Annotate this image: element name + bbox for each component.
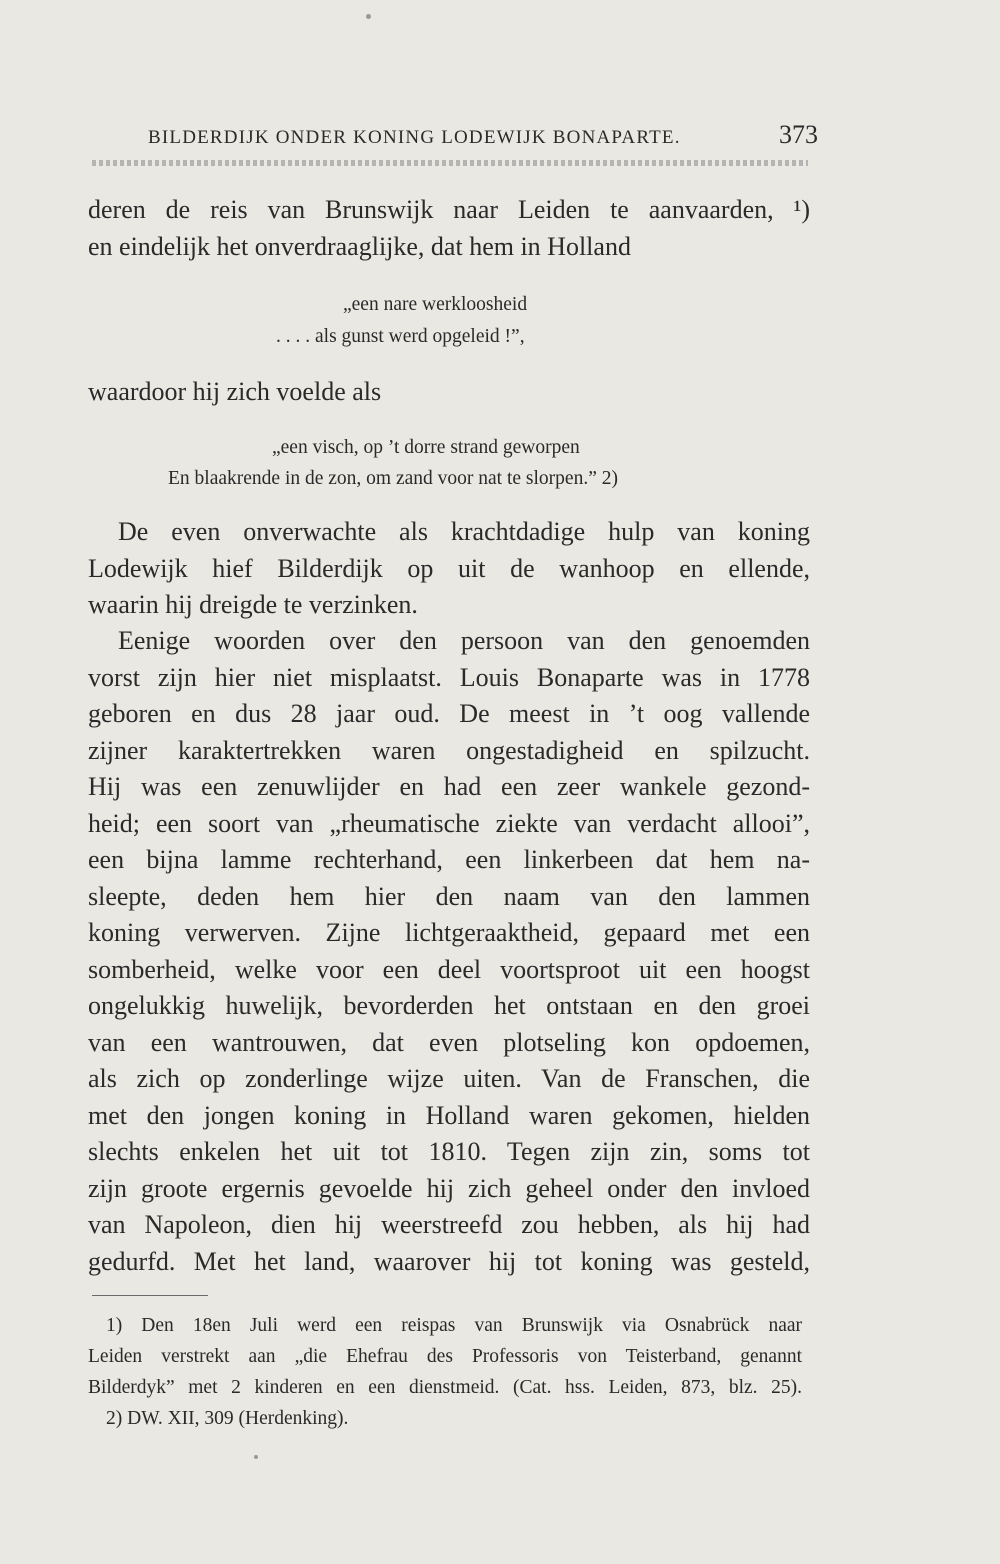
- text-line: gedurfd. Met het land, waarover hij tot koning was gesteld,: [88, 1246, 810, 1276]
- footnote-line: Leiden verstrekt aan „die Ehefrau des Professoris von Teisterband, genannt: [88, 1346, 802, 1367]
- text-line: waarin hij dreigde te verzinken.: [88, 590, 418, 619]
- verse-line: En blaakrende in de zon, om zand voor nat te slorpen.” 2): [168, 468, 618, 489]
- text-line: als zich op zonderlinge wijze uiten. Van de Franschen, die: [88, 1064, 810, 1093]
- text-line: slechts enkelen het uit tot 1810. Tegen zijn zin, soms tot: [88, 1137, 810, 1166]
- page-number: 373: [779, 120, 818, 149]
- text-line: sleepte, deden hem hier den naam van den lammen: [88, 881, 810, 911]
- text-line: met den jongen koning in Holland waren gekomen, hielden: [88, 1100, 810, 1130]
- paper-speck: [366, 14, 371, 19]
- running-header: [148, 120, 818, 150]
- text-line: zijn groote ergernis gevoelde hij zich geheel onder den invloed: [88, 1173, 810, 1203]
- text-line: zijner karaktertrekken waren ongestadigheid en spilzucht.: [88, 735, 810, 765]
- text-line: en eindelijk het onverdraaglijke, dat hem in Holland: [88, 231, 631, 261]
- text-line: heid; een soort van „rheumatische ziekte van verdacht allooi”,: [88, 808, 810, 838]
- text-line: een bijna lamme rechterhand, een linkerbeen dat hem na-: [88, 845, 810, 874]
- text-line: van een wantrouwen, dat even plotseling kon opdoemen,: [88, 1027, 810, 1057]
- header-rule: [92, 160, 808, 166]
- footnote-line: 1) Den 18en Juli werd een reispas van Brunswijk via Osnabrück naar: [106, 1315, 802, 1336]
- footnotes: [88, 1310, 802, 1434]
- text-line: geboren en dus 28 jaar oud. De meest in ’t oog vallende: [88, 699, 810, 728]
- verse-line: . . . . als gunst werd opgeleid !”,: [276, 326, 525, 347]
- text-line: deren de reis van Brunswijk naar Leiden te aanvaarden, ¹): [88, 195, 810, 224]
- paragraph-4: [88, 623, 810, 1280]
- text-line: vorst zijn hier niet misplaatst. Louis Bonaparte was in 1778: [88, 662, 810, 692]
- footnote-line: Bilderdyk” met 2 kinderen en een dienstmeid. (Cat. hss. Leiden, 873, blz. 25).: [88, 1377, 802, 1398]
- verse-line: „een nare werkloosheid: [343, 294, 528, 315]
- running-title: BILDERDIJK ONDER KONING LODEWIJK BONAPARTE.: [148, 127, 681, 148]
- text-line: ongelukkig huwelijk, bevorderden het ontstaan en den groei: [88, 991, 810, 1020]
- paragraph-3: [88, 514, 810, 624]
- text-line: koning verwerven. Zijne lichtgeraaktheid, gepaard met een: [88, 918, 810, 947]
- text-line: Eenige woorden over den persoon van den genoemden: [118, 626, 810, 655]
- footnote-line: 2) DW. XII, 309 (Herdenking).: [106, 1408, 349, 1429]
- verse-line: „een visch, op ’t dorre strand geworpen: [272, 437, 580, 458]
- footnote-rule: [92, 1295, 208, 1296]
- text-line: De even onverwachte als krachtdadige hulp van koning: [118, 517, 810, 546]
- paragraph-1: [88, 192, 810, 265]
- text-line: Lodewijk hief Bilderdijk op uit de wanhoop en ellende,: [88, 553, 810, 583]
- text-line: Hij was een zenuwlijder en had een zeer wankele gezond-: [88, 772, 810, 801]
- text-line: waardoor hij zich voelde als: [88, 377, 382, 406]
- paper-speck: [254, 1455, 258, 1459]
- text-line: van Napoleon, dien hij weerstreefd zou hebben, als hij had: [88, 1210, 810, 1239]
- text-line: somberheid, welke voor een deel voortsproot uit een hoogst: [88, 954, 810, 984]
- paragraph-2: [88, 374, 810, 411]
